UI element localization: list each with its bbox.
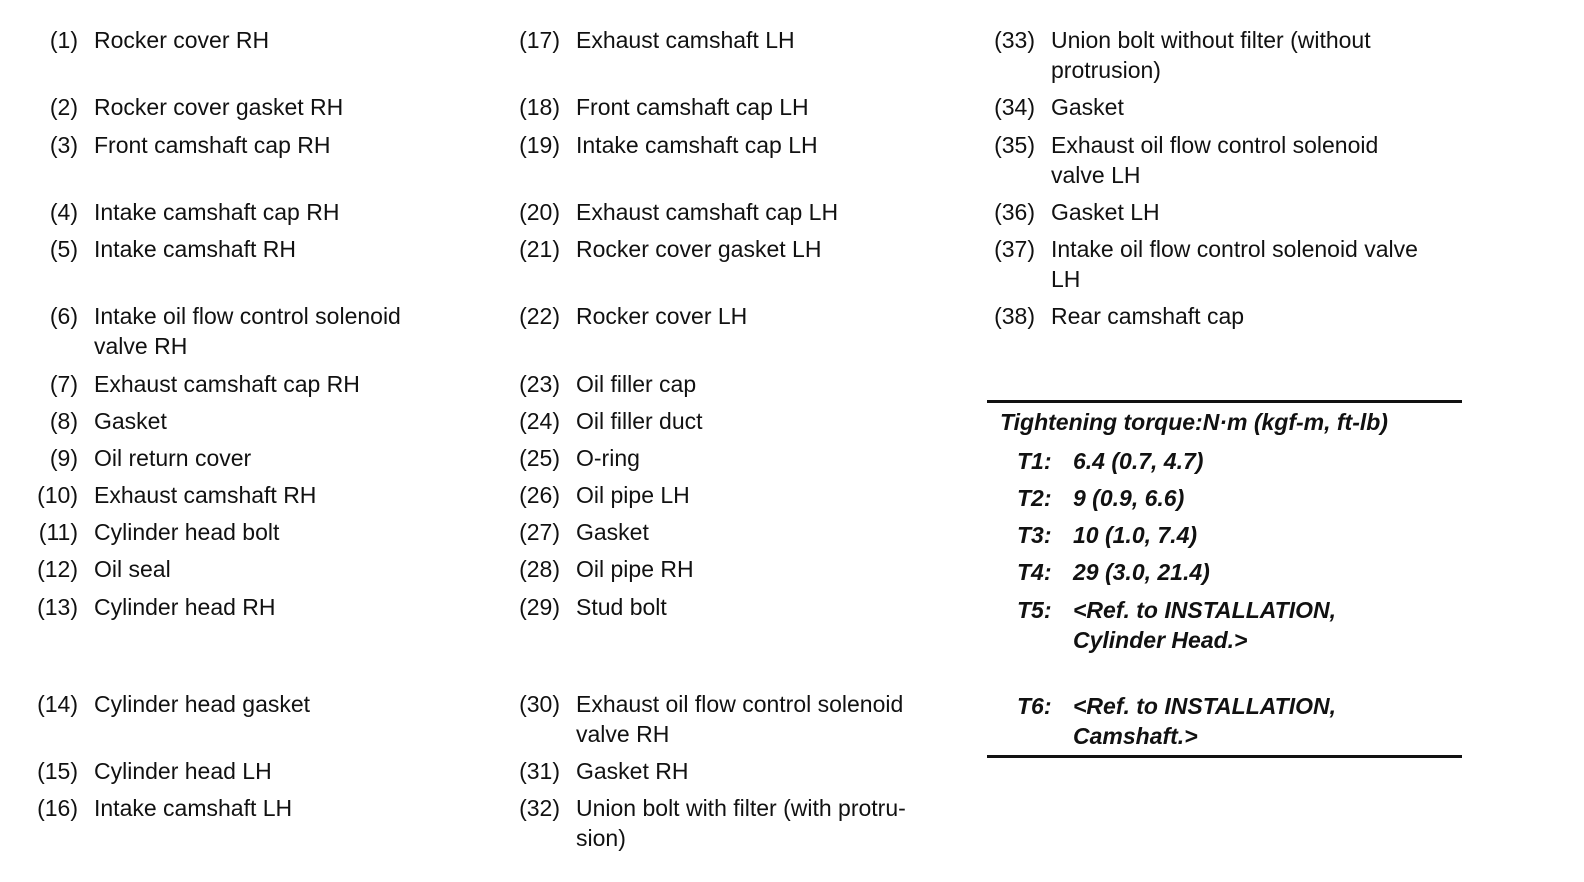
item-number: (37)	[994, 236, 1035, 262]
item-number: (32)	[519, 795, 560, 821]
item-label: Gasket	[1051, 94, 1124, 120]
item-label: Intake oil flow control solenoid valve RH	[94, 303, 401, 359]
item-label: Front camshaft cap LH	[576, 94, 809, 120]
item-number: (2)	[49, 94, 78, 120]
item-label: Oil return cover	[94, 445, 252, 471]
item-number: (13)	[37, 594, 78, 620]
item-label: Stud bolt	[576, 594, 667, 620]
torque-value: 29 (3.0, 21.4)	[1073, 559, 1210, 585]
torque-code: T4:	[1017, 559, 1052, 585]
item-number: (38)	[994, 303, 1035, 329]
item-number: (3)	[49, 132, 78, 158]
torque-value: 10 (1.0, 7.4)	[1073, 522, 1198, 548]
item-label: Cylinder head RH	[94, 594, 276, 620]
item-label: Rear camshaft cap	[1051, 303, 1245, 329]
torque-code: T6:	[1017, 693, 1052, 719]
item-number: (33)	[994, 27, 1035, 53]
item-label: Intake camshaft cap LH	[576, 132, 818, 158]
item-number: (28)	[519, 556, 560, 582]
item-number: (12)	[37, 556, 78, 582]
item-number: (35)	[994, 132, 1035, 158]
item-label: Oil pipe LH	[576, 482, 690, 508]
torque-title: Tightening torque:N·m (kgf-m, ft-lb)	[1000, 409, 1388, 435]
item-number: (15)	[37, 758, 78, 784]
item-number: (31)	[519, 758, 560, 784]
item-label: Exhaust oil flow control solenoid valve RH	[576, 691, 904, 747]
item-number: (23)	[519, 371, 560, 397]
item-label: O-ring	[576, 445, 640, 471]
item-number: (22)	[519, 303, 560, 329]
torque-code: T5:	[1017, 597, 1052, 623]
item-label: Cylinder head LH	[94, 758, 272, 784]
item-label: Rocker cover gasket LH	[576, 236, 822, 262]
item-number: (30)	[519, 691, 560, 717]
item-number: (20)	[519, 199, 560, 225]
item-label: Gasket LH	[1051, 199, 1160, 225]
torque-code: T2:	[1017, 485, 1052, 511]
item-label: Exhaust camshaft cap RH	[94, 371, 360, 397]
item-label: Rocker cover RH	[94, 27, 270, 53]
item-number: (29)	[519, 594, 560, 620]
item-label: Gasket RH	[576, 758, 689, 784]
torque-spec-box	[987, 400, 1462, 758]
torque-value: 9 (0.9, 6.6)	[1073, 485, 1185, 511]
item-number: (7)	[49, 371, 78, 397]
torque-value: 6.4 (0.7, 4.7)	[1073, 448, 1204, 474]
torque-value: <Ref. to INSTALLATION, Cylinder Head.>	[1073, 597, 1336, 653]
item-label: Oil filler cap	[576, 371, 697, 397]
item-number: (24)	[519, 408, 560, 434]
torque-code: T3:	[1017, 522, 1052, 548]
item-number: (4)	[49, 199, 78, 225]
item-label: Intake oil flow control solenoid valve LH	[1051, 236, 1418, 292]
item-label: Exhaust oil flow control solenoid valve LH	[1051, 132, 1379, 188]
item-number: (10)	[37, 482, 78, 508]
item-number: (17)	[519, 27, 560, 53]
torque-code: T1:	[1017, 448, 1052, 474]
item-number: (14)	[37, 691, 78, 717]
item-label: Exhaust camshaft cap LH	[576, 199, 839, 225]
item-label: Intake camshaft RH	[94, 236, 296, 262]
item-label: Gasket	[576, 519, 649, 545]
item-label: Oil pipe RH	[576, 556, 694, 582]
torque-value: <Ref. to INSTALLATION, Camshaft.>	[1073, 693, 1336, 749]
item-label: Rocker cover gasket RH	[94, 94, 344, 120]
item-number: (34)	[994, 94, 1035, 120]
item-label: Rocker cover LH	[576, 303, 748, 329]
item-number: (6)	[49, 303, 78, 329]
item-number: (16)	[37, 795, 78, 821]
item-number: (8)	[49, 408, 78, 434]
item-label: Oil seal	[94, 556, 171, 582]
item-number: (5)	[49, 236, 78, 262]
item-number: (27)	[519, 519, 560, 545]
item-label: Cylinder head bolt	[94, 519, 280, 545]
item-label: Union bolt without filter (without protrusion)	[1051, 27, 1371, 83]
item-label: Exhaust camshaft LH	[576, 27, 795, 53]
item-number: (26)	[519, 482, 560, 508]
item-label: Oil filler duct	[576, 408, 703, 434]
item-label: Gasket	[94, 408, 167, 434]
item-label: Intake camshaft LH	[94, 795, 293, 821]
item-label: Exhaust camshaft RH	[94, 482, 317, 508]
item-label: Front camshaft cap RH	[94, 132, 331, 158]
item-number: (1)	[49, 27, 78, 53]
item-number: (25)	[519, 445, 560, 471]
item-number: (11)	[38, 519, 78, 545]
item-number: (36)	[994, 199, 1035, 225]
item-number: (9)	[49, 445, 78, 471]
item-number: (21)	[519, 236, 560, 262]
item-label: Union bolt with filter (with protru-sion)	[576, 795, 906, 851]
item-number: (18)	[519, 94, 560, 120]
item-label: Intake camshaft cap RH	[94, 199, 340, 225]
item-label: Cylinder head gasket	[94, 691, 311, 717]
item-number: (19)	[519, 132, 560, 158]
